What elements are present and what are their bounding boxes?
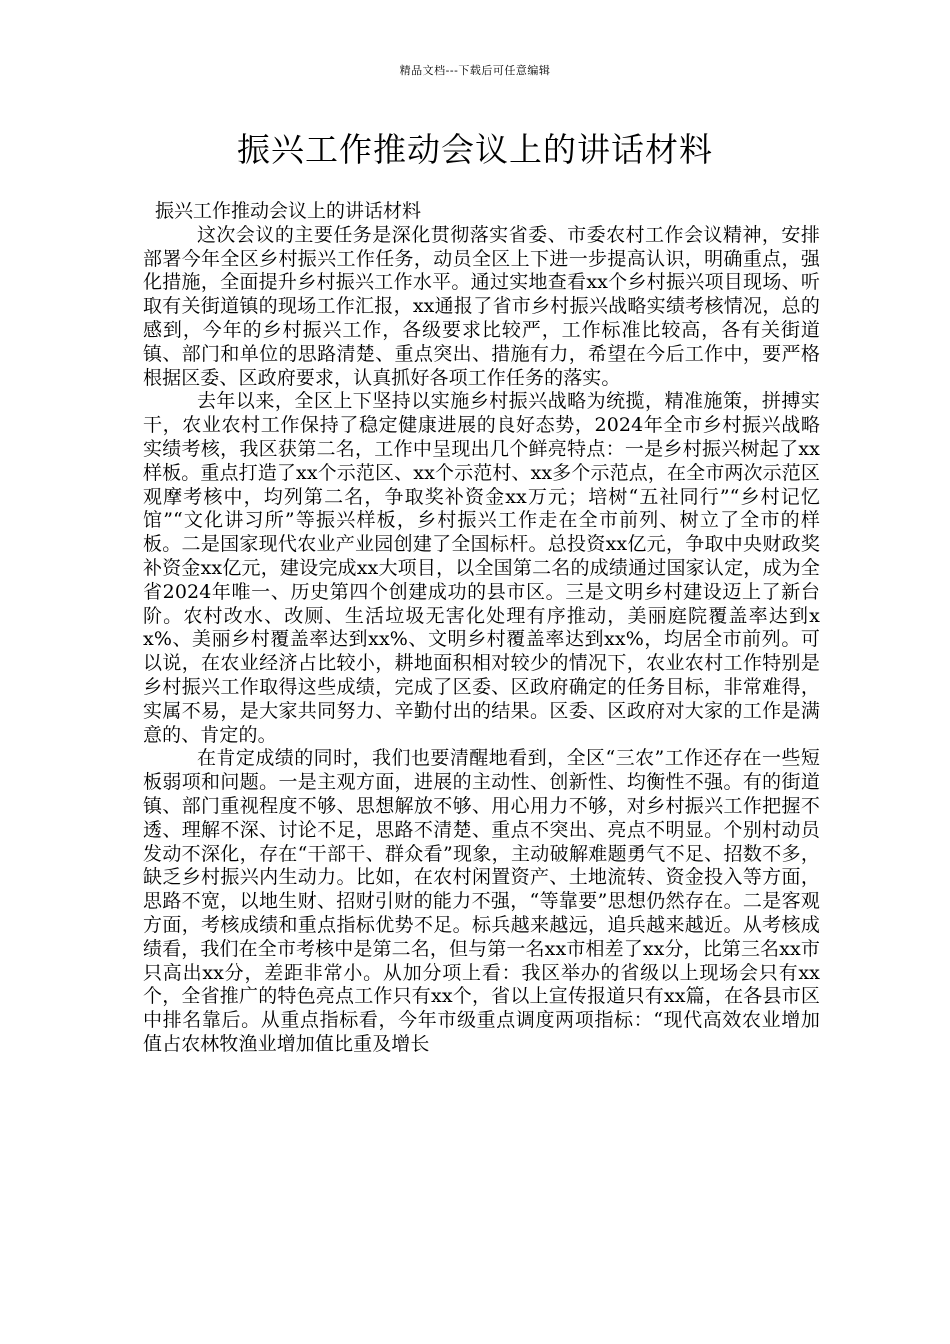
paragraph-1: 这次会议的主要任务是深化贯彻落实省委、市委农村工作会议精神，安排部署今年全区乡村振兴工作任务，动员全区上下进一步提高认识，明确重点，强化措施，全面提升乡村振兴工作水平。通过实地查看xx个乡村振兴项目现场、听取有关街道镇的现场工作汇报，xx通报了省市乡村振兴战略实绩考核情况，总的感到，今年的乡村振兴工作，各级要求比较严，工作标准比较高，各有关街道镇、部门和单位的思路清楚、重点突出、措施有力，希望在今后工作中，要严格根据区委、区政府要求，认真抓好各项工作任务的落实。: [143, 223, 820, 389]
paragraph-2: 去年以来，全区上下坚持以实施乡村振兴战略为统揽，精准施策，拼搏实干，农业农村工作保持了稳定健康进展的良好态势，2024年全市乡村振兴战略实绩考核，我区获第二名，工作中呈现出几个鲜亮特点：一是乡村振兴树起了xx样板。重点打造了xx个示范区、xx个示范村、xx多个示范点，在全市两次示范区观摩考核中，均列第二名，争取奖补资金xx万元；培树“五社同行”“乡村记忆馆”“文化讲习所”等振兴样板，乡村振兴工作走在全市前列、树立了全市的样板。二是国家现代农业产业园创建了全国标杆。总投资xx亿元，争取中央财政奖补资金xx亿元，建设完成xx大项目，以全国第二名的成绩通过国家认定，成为全省2024年唯一、历史第四个创建成功的县市区。三是文明乡村建设迈上了新台阶。农村改水、改厕、生活垃圾无害化处理有序推动，美丽庭院覆盖率达到xx%、美丽乡村覆盖率达到xx%、文明乡村覆盖率达到xx%，均居全市前列。可以说，在农业经济占比较小，耕地面积相对较少的情况下，农业农村工作特别是乡村振兴工作取得这些成绩，完成了区委、区政府确定的任务目标，非常难得，实属不易，是大家共同努力、辛勤付出的结果。区委、区政府对大家的工作是满意的、肯定的。: [143, 390, 820, 746]
document-body: [143, 200, 820, 1057]
document-subtitle: 振兴工作推动会议上的讲话材料: [155, 200, 422, 222]
document-title: 振兴工作推动会议上的讲话材料: [237, 130, 713, 169]
page-header-note: 精品文档---下载后可任意编辑: [399, 64, 551, 77]
paragraph-3: 在肯定成绩的同时，我们也要清醒地看到，全区“三农”工作还存在一些短板弱项和问题。一是主观方面，进展的主动性、创新性、均衡性不强。有的街道镇、部门重视程度不够、思想解放不够、用心用力不够，对乡村振兴工作把握不透、理解不深、讨论不足，思路不清楚、重点不突出、亮点不明显。个别村动员发动不深化，存在“干部干、群众看”现象，主动破解难题勇气不足、招数不多，缺乏乡村振兴内生动力。比如，在农村闲置资产、土地流转、资金投入等方面，思路不宽，以地生财、招财引财的能力不强，“等靠要”思想仍然存在。二是客观方面，考核成绩和重点指标优势不足。标兵越来越远，追兵越来越近。从考核成绩看，我们在全市考核中是第二名，但与第一名xx市相差了xx分，比第三名xx市只高出xx分，差距非常小。从加分项上看：我区举办的省级以上现场会只有xx个，全省推广的特色亮点工作只有xx个，省以上宣传报道只有xx篇，在各县市区中排名靠后。从重点指标看，今年市级重点调度两项指标：“现代高效农业增加值占农林牧渔业增加值比重及增长: [143, 747, 820, 1055]
